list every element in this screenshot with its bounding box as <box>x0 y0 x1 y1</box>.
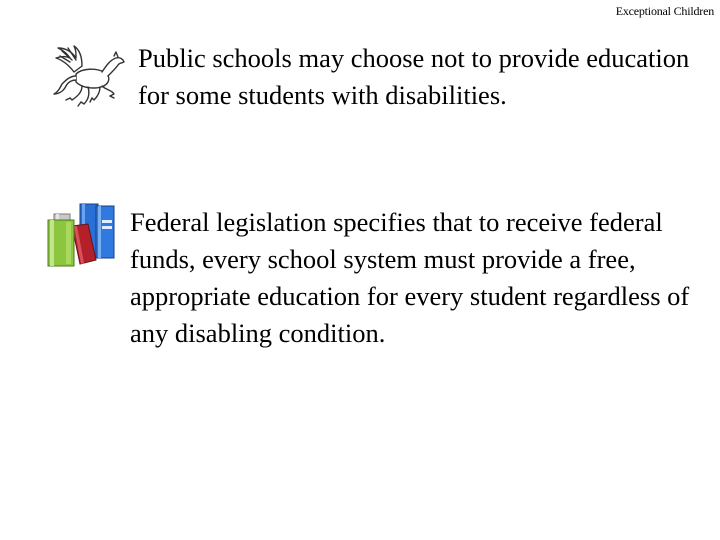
bullet-point-2: Federal legislation specifies that to receive federal funds, every school system must provide a free, appropriate education for every student regardless of any disabling condition. <box>130 207 690 348</box>
slide-header: Exceptional Children <box>615 4 714 18</box>
books-icon <box>46 198 120 270</box>
bullet-point-1: Public schools may choose not to provide education for some students with disabilities. <box>138 43 690 110</box>
pegasus-icon <box>52 44 126 108</box>
